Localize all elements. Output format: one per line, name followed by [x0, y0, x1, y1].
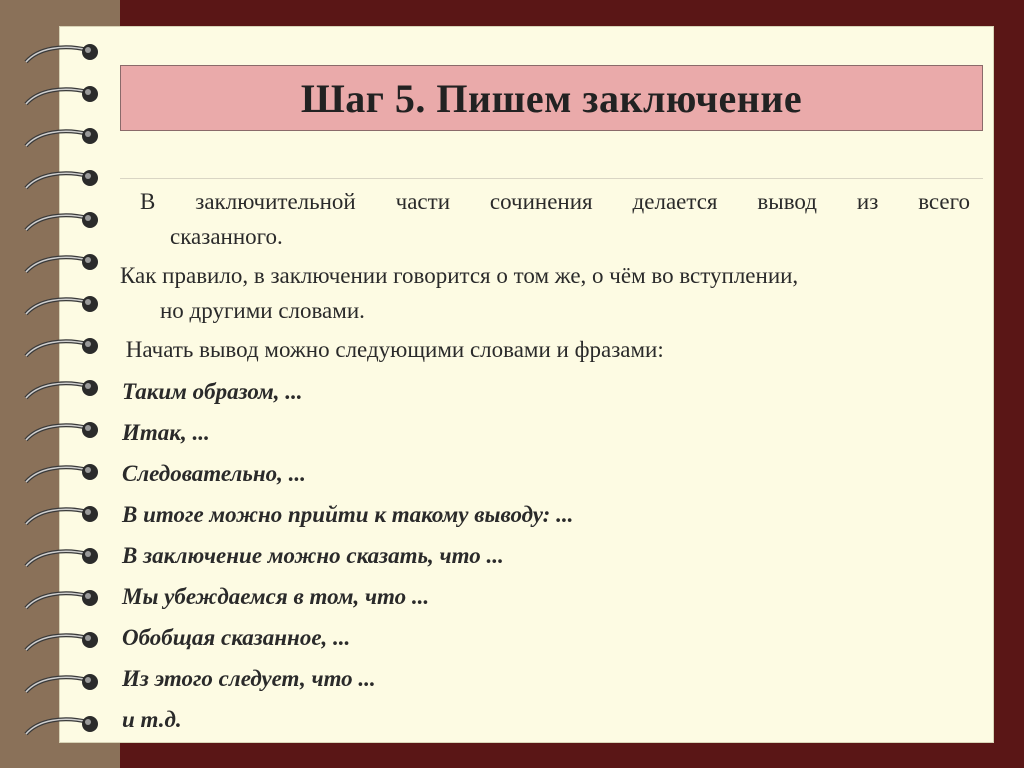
- phrase-item: Итак, ...: [122, 420, 210, 445]
- spiral-ring-icon: [8, 334, 108, 364]
- paragraph-intro-line1: В заключительной части сочинения делается вывод из всего: [140, 189, 970, 214]
- paragraph-intro-line2: сказанного.: [170, 224, 283, 249]
- spiral-ring-icon: [8, 502, 108, 532]
- spiral-ring-icon: [8, 670, 108, 700]
- phrase-item: Обобщая сказанное, ...: [122, 625, 351, 650]
- paragraph-intro: [120, 184, 970, 254]
- spiral-ring-icon: [8, 376, 108, 406]
- phrase-item: Следовательно, ...: [122, 461, 306, 486]
- spiral-ring-icon: [8, 628, 108, 658]
- paragraph-rule: [120, 258, 970, 328]
- paragraph-rule-line1: Как правило, в заключении говорится о том же, о чём во вступлении,: [120, 263, 799, 288]
- spiral-ring-icon: [8, 40, 108, 70]
- spiral-ring-icon: [8, 712, 108, 742]
- spiral-ring-icon: [8, 544, 108, 574]
- phrase-item: Из этого следует, что ...: [122, 666, 376, 691]
- spiral-ring-icon: [8, 250, 108, 280]
- phrase-item: Таким образом, ...: [122, 379, 303, 404]
- phrase-item: В заключение можно сказать, что ...: [122, 543, 504, 568]
- spiral-ring-icon: [8, 292, 108, 322]
- phrase-item: Мы убеждаемся в том, что ...: [122, 584, 430, 609]
- title-banner: [120, 65, 983, 131]
- spiral-ring-icon: [8, 124, 108, 154]
- spiral-ring-icon: [8, 460, 108, 490]
- phrase-item: В итоге можно прийти к такому выводу: ...: [122, 502, 574, 527]
- spiral-ring-icon: [8, 82, 108, 112]
- spiral-ring-icon: [8, 166, 108, 196]
- spiral-ring-icon: [8, 418, 108, 448]
- spiral-ring-icon: [8, 208, 108, 238]
- phrase-item: и т.д.: [122, 707, 182, 732]
- phrase-list: [122, 373, 972, 742]
- page-title: Шаг 5. Пишем заключение: [300, 75, 803, 121]
- divider-line: [120, 178, 983, 179]
- spiral-ring-icon: [8, 586, 108, 616]
- paragraph-rule-line2: но другими словами.: [160, 298, 365, 323]
- paragraph-start: Начать вывод можно следующими словами и фразами:: [120, 337, 664, 362]
